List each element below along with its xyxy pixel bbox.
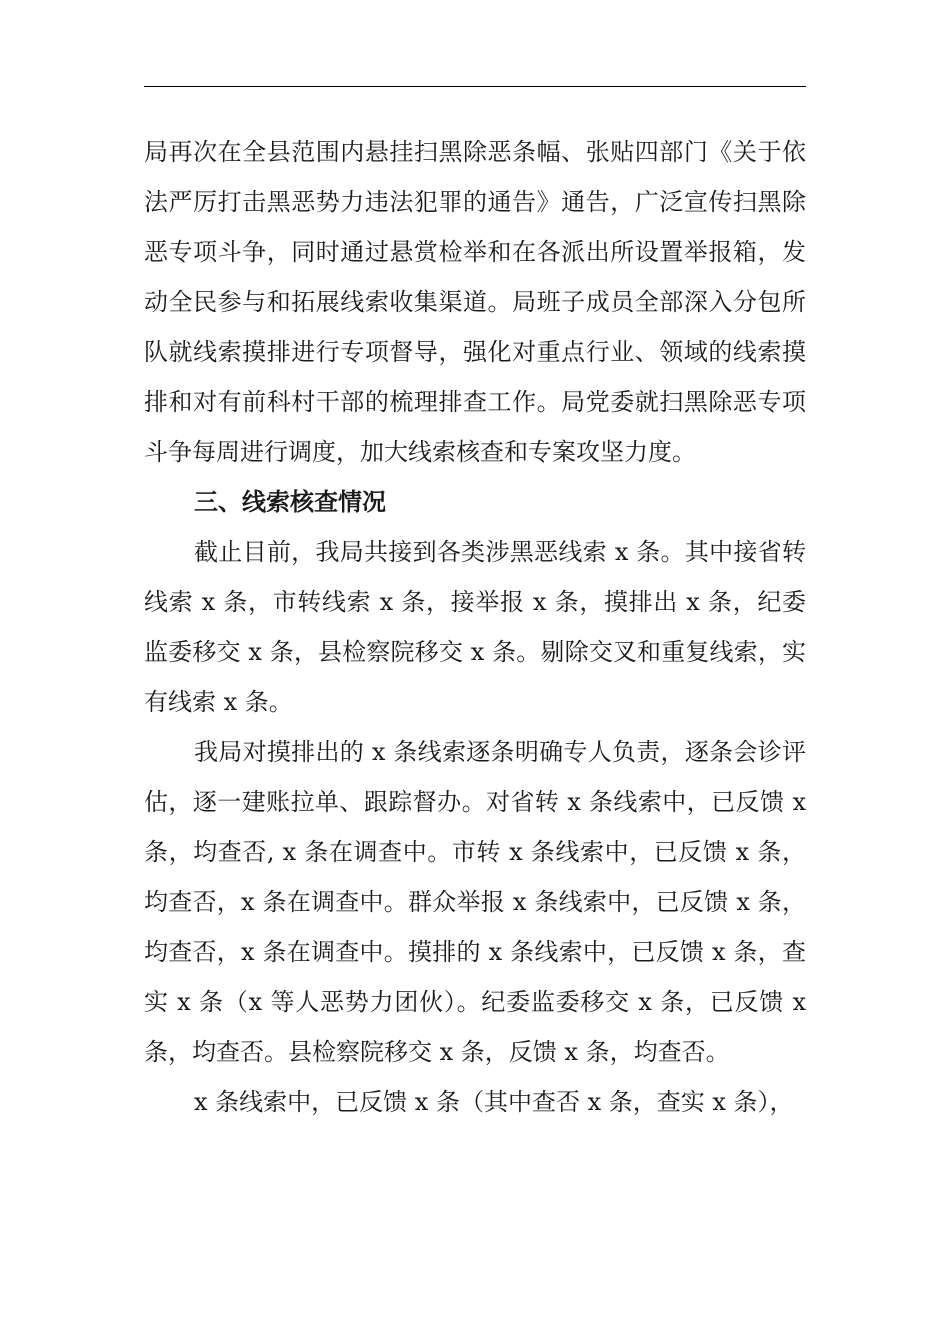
paragraph-continuation: 局再次在全县范围内悬挂扫黑除恶条幅、张贴四部门《关于依法严厉打击黑恶势力违法犯罪的通告》通告，广泛宣传扫黑除恶专项斗争，同时通过悬赏检举和在各派出所设置举报箱，发动全民参与和拓展线索收集渠道。局班子成员全部深入分包所队就线索摸排进行专项督导，强化对重点行业、领域的线索摸排和对有前科村干部的梳理排查工作。局党委就扫黑除恶专项斗争每周进行调度，加大线索核查和专案攻坚力度。 (144, 138, 806, 466)
paragraph-clue-verification: 我局对摸排出的 x 条线索逐条明确专人负责，逐条会诊评估，逐一建账拉单、跟踪督办。对省转 x 条线索中，已反馈 x 条，均查否, x 条在调查中。市转 x 条线索中，已反馈 x 条，均查否，x 条在调查中。群众举报 x 条线索中，已反馈 x 条，均查否，x 条在调查中。摸排的 x 条线索中，已反馈 x 条，查实 x 条（x 等人恶势力团伙）。纪委监委移交 x 条，已反馈 x 条，均查否。县检察院移交 x 条，反馈 x 条，均查否。 (144, 738, 806, 1066)
section-heading: 三、线索核查情况 (194, 487, 386, 516)
paragraph-clue-totals: 截止目前，我局共接到各类涉黑恶线索 x 条。其中接省转线索 x 条，市转线索 x 条，接举报 x 条，摸排出 x 条，纪委监委移交 x 条，县检察院移交 x 条。剔除交叉和重复线索，实有线索 x 条。 (144, 538, 806, 716)
header-rule (144, 86, 806, 87)
paragraph-feedback-summary: x 条线索中，已反馈 x 条（其中查否 x 条，查实 x 条）， (194, 1088, 794, 1116)
document-body (144, 127, 806, 1127)
